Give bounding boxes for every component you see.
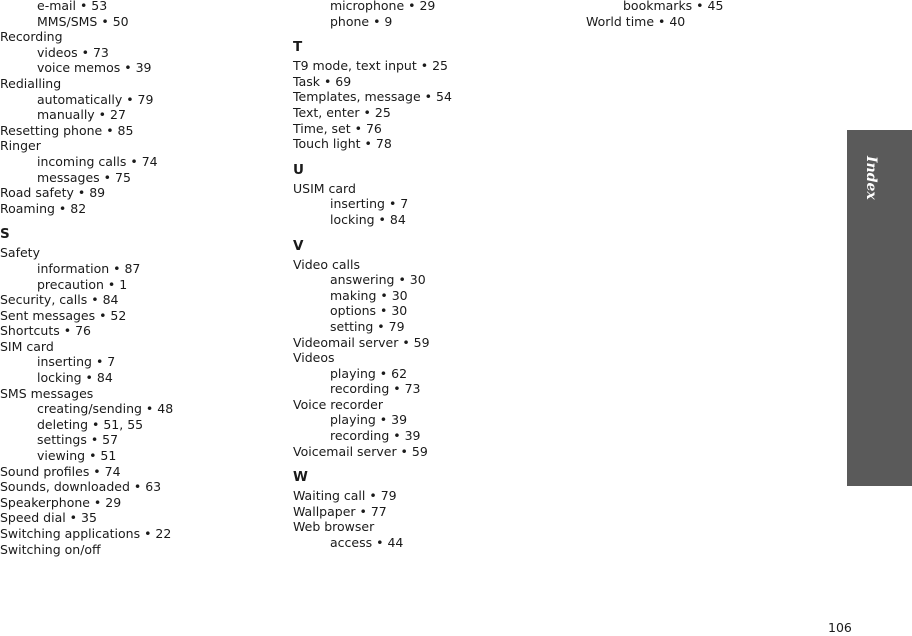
index-entry: Text, enter • 25 (293, 104, 391, 120)
index-subentry: playing • 39 (330, 412, 408, 428)
index-entry: Web browser (293, 519, 375, 535)
index-entry: Resetting phone • 85 (0, 122, 134, 138)
index-subentry: incoming calls • 74 (37, 153, 158, 169)
index-entry: World time • 40 (586, 13, 686, 29)
index-entry: Security, calls • 84 (0, 292, 119, 308)
index-entry: Voice recorder (293, 396, 383, 412)
index-subentry: inserting • 7 (37, 354, 116, 370)
index-entry: SMS messages (0, 385, 94, 401)
index-entry: Shortcuts • 76 (0, 323, 91, 339)
index-subentry: answering • 30 (330, 272, 426, 288)
index-subentry: making • 30 (330, 287, 408, 303)
index-subentry: microphone • 29 (330, 0, 436, 13)
index-subentry: videos • 73 (37, 44, 109, 60)
index-subentry: precaution • 1 (37, 276, 128, 292)
letter-heading: U (293, 161, 304, 178)
index-entry: Wallpaper • 77 (293, 503, 387, 519)
index-entry: Switching applications • 22 (0, 526, 172, 541)
index-subentry: recording • 39 (330, 428, 421, 444)
index-entry: USIM card (293, 180, 356, 196)
index-entry: SIM card (0, 338, 54, 354)
index-subentry: access • 44 (330, 535, 404, 551)
index-column-2 (293, 0, 563, 551)
index-subentry: creating/sending • 48 (37, 401, 174, 417)
index-subentry: playing • 62 (330, 365, 408, 381)
index-entry: Task • 69 (293, 73, 352, 89)
index-subentry: MMS/SMS • 50 (37, 13, 129, 29)
index-subentry: voice memos • 39 (37, 60, 152, 76)
index-entry: Sounds, downloaded • 63 (0, 479, 162, 495)
letter-heading: V (293, 237, 304, 254)
index-subentry: settings • 57 (37, 432, 119, 448)
index-entry: Safety (0, 245, 40, 261)
index-subentry: viewing • 51 (37, 448, 117, 464)
index-subentry: setting • 79 (330, 318, 405, 334)
index-entry: Ringer (0, 138, 41, 154)
index-entry: Roaming • 82 (0, 200, 87, 216)
index-subentry: manually • 27 (37, 107, 126, 123)
section-tab (847, 130, 912, 486)
index-entry: Videos (293, 350, 335, 366)
index-subentry: locking • 84 (330, 211, 406, 227)
index-entry: Sent messages • 52 (0, 307, 127, 323)
index-entry: Redialling (0, 75, 62, 91)
index-entry: Time, set • 76 (293, 120, 382, 136)
index-entry: Touch light • 78 (293, 136, 392, 152)
index-subentry: options • 30 (330, 303, 408, 319)
index-subentry: inserting • 7 (330, 196, 409, 212)
page-number: 106 (828, 620, 852, 635)
index-subentry: e-mail • 53 (37, 0, 108, 13)
index-subentry: deleting • 51, 55 (37, 416, 144, 432)
index-entry: T9 mode, text input • 25 (293, 58, 448, 74)
letter-heading: S (0, 226, 10, 243)
index-column-1 (0, 0, 270, 557)
index-entry: Speakerphone • 29 (0, 494, 122, 510)
index-entry: Switching on/off (0, 541, 101, 557)
index-column-3 (586, 0, 856, 29)
index-entry: Road safety • 89 (0, 185, 106, 201)
index-entry: Templates, message • 54 (293, 89, 452, 105)
index-entry: Speed dial • 35 (0, 510, 97, 526)
letter-heading: W (293, 469, 308, 486)
index-entry: Video calls (293, 256, 360, 272)
index-entry: Videomail server • 59 (293, 334, 430, 350)
section-tab-label: Index (863, 156, 879, 200)
index-entry: Voicemail server • 59 (293, 443, 428, 459)
index-subentry: phone • 9 (330, 13, 393, 29)
index-subentry: locking • 84 (37, 370, 113, 386)
index-subentry: recording • 73 (330, 381, 421, 397)
index-subentry: bookmarks • 45 (623, 0, 724, 13)
index-subentry: automatically • 79 (37, 91, 154, 107)
index-subentry: information • 87 (37, 260, 141, 276)
index-entry: Waiting call • 79 (293, 488, 397, 504)
index-subentry: messages • 75 (37, 169, 131, 185)
letter-heading: T (293, 39, 303, 56)
index-entry: Sound profiles • 74 (0, 463, 121, 479)
index-entry: Recording (0, 29, 63, 45)
